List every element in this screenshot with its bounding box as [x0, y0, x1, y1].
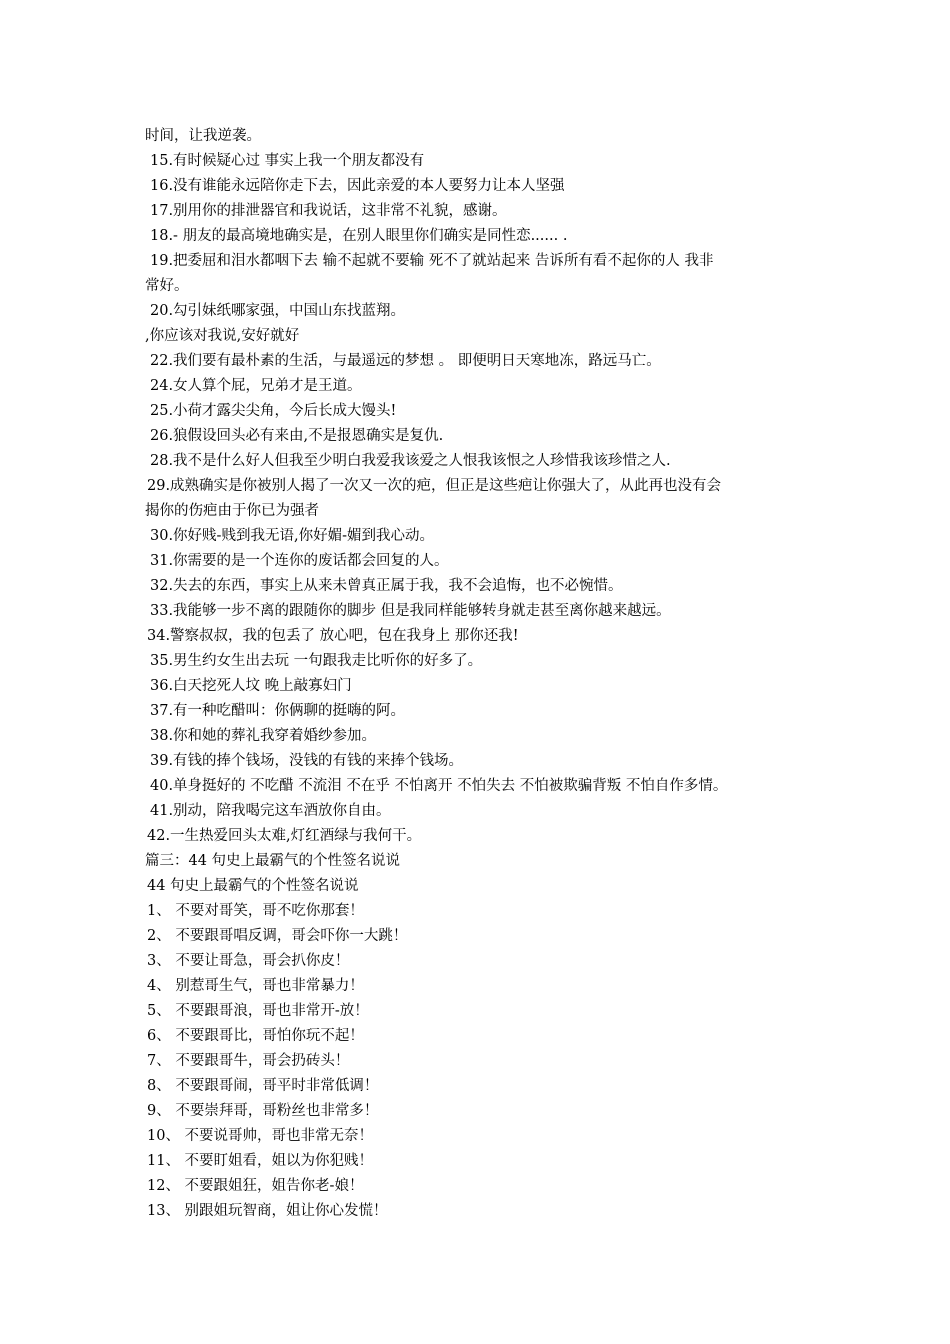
- text-line: 3、 不要让哥急，哥会扒你皮！: [147, 953, 350, 969]
- text-line: 28.我不是什么好人但我至少明白我爱我该爱之人恨我该恨之人珍惜我该珍惜之人.: [150, 453, 671, 469]
- text-line: 44 句史上最霸气的个性签名说说: [147, 878, 359, 894]
- text-line: 2、 不要跟哥唱反调，哥会吓你一大跳！: [147, 928, 408, 944]
- text-line: 常好。: [145, 278, 189, 294]
- text-line: 8、 不要跟哥闹，哥平时非常低调！: [147, 1078, 379, 1094]
- text-line: 时间，让我逆袭。: [145, 128, 261, 144]
- text-line: 29.成熟确实是你被别人揭了一次又一次的疤，但正是这些疤让你强大了，从此再也没有会: [147, 478, 722, 494]
- text-line: 揭你的伤疤由于你已为强者: [145, 503, 319, 519]
- text-line: 18.- 朋友的最高境地确实是，在别人眼里你们确实是同性恋...... .: [150, 228, 568, 244]
- text-line: 13、 别跟姐玩智商，姐让你心发慌！: [147, 1203, 388, 1219]
- text-line: 40.单身挺好的 不吃醋 不流泪 不在乎 不怕离开 不怕失去 不怕被欺骗背叛 不怕自作多情。: [150, 778, 728, 794]
- text-line: 20.勾引妹纸哪家强，中国山东找蓝翔。: [150, 303, 406, 319]
- text-line: 1、 不要对哥笑，哥不吃你那套！: [147, 903, 364, 919]
- text-line: 10、 不要说哥帅，哥也非常无奈！: [147, 1128, 374, 1144]
- text-line: 7、 不要跟哥牛，哥会扔砖头！: [147, 1053, 350, 1069]
- text-line: 42.一生热爱回头太难,灯红酒绿与我何干。: [147, 828, 422, 844]
- text-line: 9、 不要崇拜哥，哥粉丝也非常多！: [147, 1103, 379, 1119]
- text-line: 24.女人算个屁，兄弟才是王道。: [150, 378, 362, 394]
- text-line: 26.狼假设回头必有来由,不是报恩确实是复仇.: [150, 428, 444, 444]
- text-line: 6、 不要跟哥比，哥怕你玩不起！: [147, 1028, 364, 1044]
- text-line: 4、 别惹哥生气，哥也非常暴力！: [147, 978, 364, 994]
- text-line: 31.你需要的是一个连你的废话都会回复的人。: [150, 553, 449, 569]
- text-line: 19.把委屈和泪水都咽下去 输不起就不要输 死不了就站起来 告诉所有看不起你的人 我非: [150, 253, 714, 269]
- text-line: 11、 不要盯姐看，姐以为你犯贱！: [147, 1153, 374, 1169]
- text-line: 5、 不要跟哥浪，哥也非常开-放！: [147, 1003, 369, 1019]
- text-line: 33.我能够一步不离的跟随你的脚步 但是我同样能够转身就走甚至离你越来越远。: [150, 603, 671, 619]
- text-line: 篇三：44 句史上最霸气的个性签名说说: [145, 853, 401, 869]
- text-line: 22.我们要有最朴素的生活，与最遥远的梦想 。 即便明日天寒地冻，路远马亡。: [150, 353, 661, 369]
- document-body: [0, 124, 950, 1224]
- text-line: 36.白天挖死人坟 晚上敲寡妇门: [150, 678, 352, 694]
- text-line: 16.没有谁能永远陪你走下去，因此亲爱的本人要努力让本人坚强: [150, 178, 565, 194]
- text-line: 15.有时候疑心过 事实上我一个朋友都没有: [150, 153, 425, 169]
- text-line: 35.男生约女生出去玩 一句跟我走比听你的好多了。: [150, 653, 483, 669]
- text-line: 12、 不要跟姐狂，姐告你老-娘！: [147, 1178, 364, 1194]
- text-line: 39.有钱的捧个钱场，没钱的有钱的来捧个钱场。: [150, 753, 464, 769]
- text-line: ,你应该对我说,安好就好: [145, 328, 300, 344]
- text-line: 34.警察叔叔，我的包丢了 放心吧，包在我身上 那你还我!: [147, 628, 519, 644]
- text-line: 37.有一种吃醋叫：你俩聊的挺嗨的阿。: [150, 703, 406, 719]
- text-line: 41.别动，陪我喝完这车酒放你自由。: [150, 803, 391, 819]
- text-line: 32.失去的东西，事实上从来未曾真正属于我，我不会追悔，也不必惋惜。: [150, 578, 623, 594]
- text-line: 30.你好贱-贱到我无语,你好媚-媚到我心动。: [150, 528, 434, 544]
- text-line: 25.小荷才露尖尖角，今后长成大馒头!: [150, 403, 397, 419]
- text-line: 17.别用你的排泄器官和我说话，这非常不礼貌，感谢。: [150, 203, 507, 219]
- text-line: 38.你和她的葬礼我穿着婚纱参加。: [150, 728, 377, 744]
